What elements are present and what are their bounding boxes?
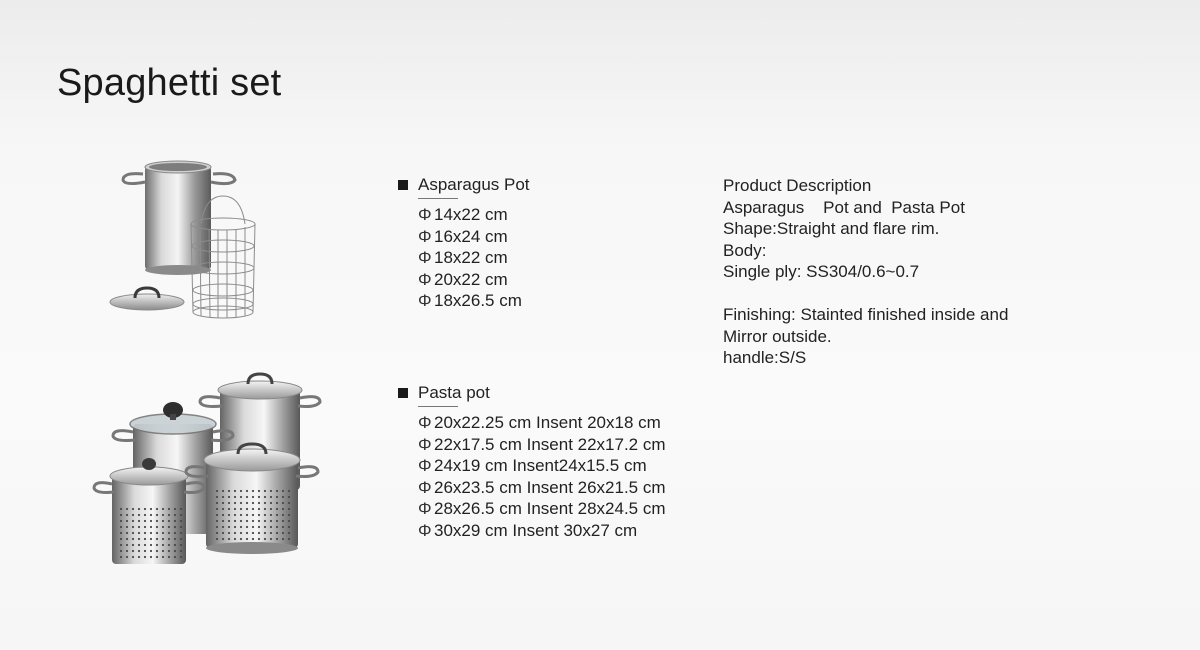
pasta-pot-section — [398, 382, 666, 542]
asparagus-size-list — [418, 204, 530, 312]
size-text: 18x22 cm — [434, 248, 508, 268]
size-text: 24x19 cm Insent24x15.5 cm — [434, 456, 647, 476]
asparagus-pot-label: Asparagus Pot — [418, 175, 530, 194]
size-item — [418, 455, 666, 477]
size-text: 14x22 cm — [434, 205, 508, 224]
pasta-size-list — [418, 412, 666, 542]
diameter-icon: Φ — [418, 477, 432, 497]
diameter-icon: Φ — [418, 456, 432, 476]
size-item — [418, 226, 530, 248]
diameter-icon: Φ — [418, 248, 432, 268]
description-line: Shape:Straight and flare rim. — [723, 219, 940, 238]
size-item — [418, 269, 530, 291]
size-text: 26x23.5 cm Insent 26x21.5 cm — [434, 477, 666, 497]
diameter-icon: Φ — [418, 413, 432, 432]
size-item — [418, 247, 530, 269]
size-item — [418, 477, 666, 499]
description-line: Mirror outside. — [723, 326, 832, 346]
size-text: 30x29 cm Insent 30x27 cm — [434, 520, 638, 540]
pasta-pot-label: Pasta pot — [418, 383, 490, 402]
diameter-icon: Φ — [418, 269, 432, 289]
diameter-icon: Φ — [418, 434, 432, 454]
diameter-icon: Φ — [418, 291, 432, 311]
pasta-pot-image — [88, 368, 328, 573]
square-bullet-icon — [398, 388, 408, 398]
description-line: Body: — [723, 240, 767, 260]
diameter-icon: Φ — [418, 520, 432, 540]
description-line: Asparagus Pot and Pasta Pot — [723, 197, 965, 217]
size-text: 20x22.25 cm Insent 20x18 cm — [434, 413, 661, 432]
size-item — [418, 290, 530, 312]
section-header — [398, 174, 530, 196]
asparagus-pot-section — [398, 174, 530, 312]
diameter-icon: Φ — [418, 499, 432, 519]
page-title: Spaghetti set — [57, 62, 282, 104]
size-text: 16x24 cm — [434, 226, 508, 246]
size-item — [418, 204, 530, 226]
size-item — [418, 498, 666, 520]
size-item — [418, 520, 666, 542]
section-header — [398, 382, 666, 404]
asparagus-pot-image — [105, 152, 275, 332]
size-text: 22x17.5 cm Insent 22x17.2 cm — [434, 434, 666, 454]
square-bullet-icon — [398, 180, 408, 190]
description-line: Finishing: Stainted finished inside and — [723, 305, 1009, 324]
description-heading: Product Description — [723, 176, 872, 195]
size-item — [418, 412, 666, 434]
diameter-icon: Φ — [418, 205, 432, 224]
size-item — [418, 434, 666, 456]
description-spacer — [723, 283, 1183, 305]
diameter-icon: Φ — [418, 226, 432, 246]
product-description — [723, 175, 1183, 369]
description-line: handle:S/S — [723, 348, 807, 367]
size-text: 18x26.5 cm — [434, 291, 522, 311]
size-text: 28x26.5 cm Insent 28x24.5 cm — [434, 499, 666, 519]
description-line: Single ply: SS304/0.6~0.7 — [723, 262, 920, 281]
size-text: 20x22 cm — [434, 269, 508, 289]
